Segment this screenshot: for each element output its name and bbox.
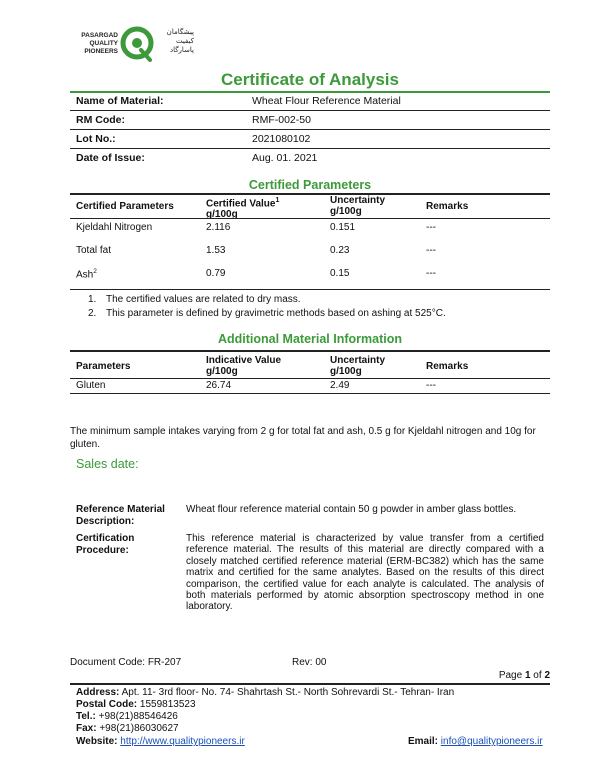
- email-label: Email:: [408, 736, 439, 747]
- additional-heading: Additional Material Information: [217, 332, 403, 346]
- revision: Rev: 00: [292, 657, 327, 668]
- website-label: Website:: [76, 736, 118, 747]
- additional-col-unc-label: Uncertainty: [330, 355, 386, 366]
- footer-address: [76, 687, 454, 698]
- table-row-uncertainty: 0.23: [330, 245, 350, 256]
- min-sample-text: The minimum sample intakes varying from 2 g for total fat and ash, 0.5 g for Kjeldahl nitrogen and 10g for gluten.: [70, 426, 536, 450]
- logo-persian-text: [158, 28, 194, 55]
- additional-bottom-rule: [70, 393, 550, 394]
- page-mid: of: [530, 670, 545, 681]
- footer-fax: [76, 723, 179, 734]
- certified-col-param: Certified Parameters: [76, 201, 174, 212]
- certified-col-value-sup: 1: [275, 197, 280, 204]
- footer-rule: [70, 683, 550, 685]
- page-title: Certificate of Analysis: [221, 70, 399, 89]
- website-link[interactable]: http://www.qualitypioneers.ir: [120, 736, 245, 747]
- certification-text: [186, 533, 544, 613]
- certification-line: closely matched certified reference material (ERM-BC382) which has the same: [186, 555, 544, 567]
- footnote-2: [88, 308, 446, 319]
- certified-col-remarks: Remarks: [426, 201, 469, 212]
- certified-col-value-unit: g/100g: [206, 209, 238, 221]
- title-rule: [70, 91, 550, 93]
- additional-col-value: [206, 355, 281, 377]
- additional-col-value-unit: g/100g: [206, 366, 238, 377]
- address-value: Apt. 11- 3rd floor- No. 74- Shahrtash St.- North Sohrevardi St.- Tehran- Iran: [121, 687, 455, 698]
- info-divider: [70, 110, 550, 111]
- additional-header-rule: [70, 378, 550, 379]
- certification-label-line-2: Procedure:: [76, 545, 129, 556]
- company-logo: [74, 24, 194, 64]
- logo-text: [74, 32, 118, 56]
- additional-col-unc-unit: g/100g: [330, 366, 362, 377]
- table-row-remarks: ---: [426, 222, 436, 233]
- certified-header-rule: [70, 218, 550, 219]
- description-label-line-1: Reference Material: [76, 504, 165, 515]
- info-divider: [70, 148, 550, 149]
- ash-label: Ash: [76, 269, 94, 281]
- footnote-1: [88, 294, 301, 305]
- page-indicator: [470, 670, 550, 681]
- table-row-uncertainty: 0.151: [330, 222, 356, 233]
- additional-col-value-label: Indicative Value: [206, 355, 282, 366]
- description-label-line-2: Description:: [76, 516, 135, 527]
- info-label-date: Date of Issue:: [76, 152, 145, 164]
- table-row-param: Kjeldahl Nitrogen: [76, 222, 153, 233]
- certified-col-value-label: Certified Value: [206, 198, 276, 210]
- info-label-rm-code: RM Code:: [76, 114, 125, 126]
- footer-postal: [76, 699, 196, 710]
- info-value-material: Wheat Flour Reference Material: [252, 95, 401, 107]
- table-row-uncertainty: 0.15: [330, 268, 350, 279]
- info-value-lot: 2021080102: [252, 133, 311, 145]
- table-row-remarks: ---: [426, 380, 436, 391]
- certification-line: comparison, the certified value for each analyte is calculated. The analysis of: [186, 578, 544, 590]
- footer-website: [76, 736, 245, 747]
- postal-label: Postal Code:: [76, 699, 138, 710]
- description-label: [76, 504, 165, 528]
- certified-col-value: [206, 195, 279, 220]
- certified-col-unc-unit: g/100g: [330, 206, 362, 217]
- tel-value: +98(21)88546426: [98, 711, 178, 722]
- postal-value: 1559813523: [139, 699, 196, 710]
- logo-persian-line-3: پاسارگاد: [169, 46, 194, 54]
- address-label: Address:: [76, 687, 120, 698]
- logo-line-1: PASARGAD: [81, 32, 118, 39]
- certified-col-uncertainty: [330, 195, 385, 217]
- table-row-param: [76, 268, 97, 280]
- info-value-rm-code: RMF-002-50: [252, 114, 311, 126]
- certification-label: [76, 533, 134, 557]
- table-row-param: Gluten: [76, 380, 106, 391]
- certified-heading: Certified Parameters: [248, 178, 372, 192]
- certified-col-unc-label: Uncertainty: [330, 195, 386, 206]
- additional-col-remarks: Remarks: [426, 361, 469, 372]
- info-label-lot: Lot No.:: [76, 133, 116, 145]
- document-code: Document Code: FR-207: [70, 657, 182, 668]
- info-divider: [70, 129, 550, 130]
- footnote-text: The certified values are related to dry mass.: [106, 294, 301, 305]
- certification-line: laboratory.: [186, 601, 233, 613]
- additional-top-rule: [70, 350, 550, 352]
- table-row-value: 0.79: [206, 268, 226, 279]
- certification-line: both materials performed by atomic absorption spectroscopy method in one: [186, 590, 544, 602]
- certification-line: matrix and certified for the same analytes. Based on the results of this direct: [186, 567, 544, 579]
- page-total: 2: [544, 670, 550, 681]
- ash-footnote-sup: 2: [93, 268, 97, 275]
- table-row-param: Total fat: [76, 245, 112, 256]
- description-text: Wheat flour reference material contain 50 g powder in amber glass bottles.: [186, 504, 517, 515]
- logo-persian-line-1: پیشگامان: [166, 28, 194, 36]
- certification-line: This reference material is characterized by value transfer from a certified: [186, 533, 544, 544]
- table-row-value: 1.53: [206, 245, 226, 256]
- logo-line-3: PIONEERS: [84, 48, 118, 55]
- footer-tel: [76, 711, 178, 722]
- table-row-remarks: ---: [426, 268, 436, 279]
- footer-email: [408, 736, 543, 747]
- page-current: 1: [524, 670, 531, 681]
- footnote-num: 2.: [88, 308, 97, 319]
- info-label-material: Name of Material:: [76, 95, 164, 107]
- certification-line: reference material. The results of this material are directly compared with a: [186, 544, 544, 556]
- footnote-text: This parameter is defined by gravimetric methods based on ashing at 525°C.: [106, 308, 446, 319]
- table-row-value: 26.74: [206, 380, 232, 391]
- logo-line-2: QUALITY: [89, 40, 118, 47]
- logo-q-icon: [120, 26, 154, 62]
- fax-label: Fax:: [76, 723, 97, 734]
- email-link[interactable]: info@qualitypioneers.ir: [440, 736, 543, 747]
- tel-label: Tel.:: [76, 711, 96, 722]
- footnote-num: 1.: [88, 294, 97, 305]
- certified-bottom-rule: [70, 289, 550, 290]
- additional-col-param: Parameters: [76, 361, 131, 372]
- certified-top-rule: [70, 193, 550, 195]
- table-row-remarks: ---: [426, 245, 436, 256]
- certification-label-line-1: Certification: [76, 533, 135, 544]
- logo-persian-line-2: کیفیت: [176, 37, 194, 45]
- table-row-uncertainty: 2.49: [330, 380, 350, 391]
- info-value-date: Aug. 01. 2021: [252, 152, 318, 164]
- additional-col-uncertainty: [330, 355, 385, 377]
- fax-value: +98(21)86030627: [99, 723, 179, 734]
- sales-date-heading: Sales date:: [76, 457, 139, 471]
- table-row-value: 2.116: [206, 222, 231, 233]
- page-prefix: Page: [498, 670, 525, 681]
